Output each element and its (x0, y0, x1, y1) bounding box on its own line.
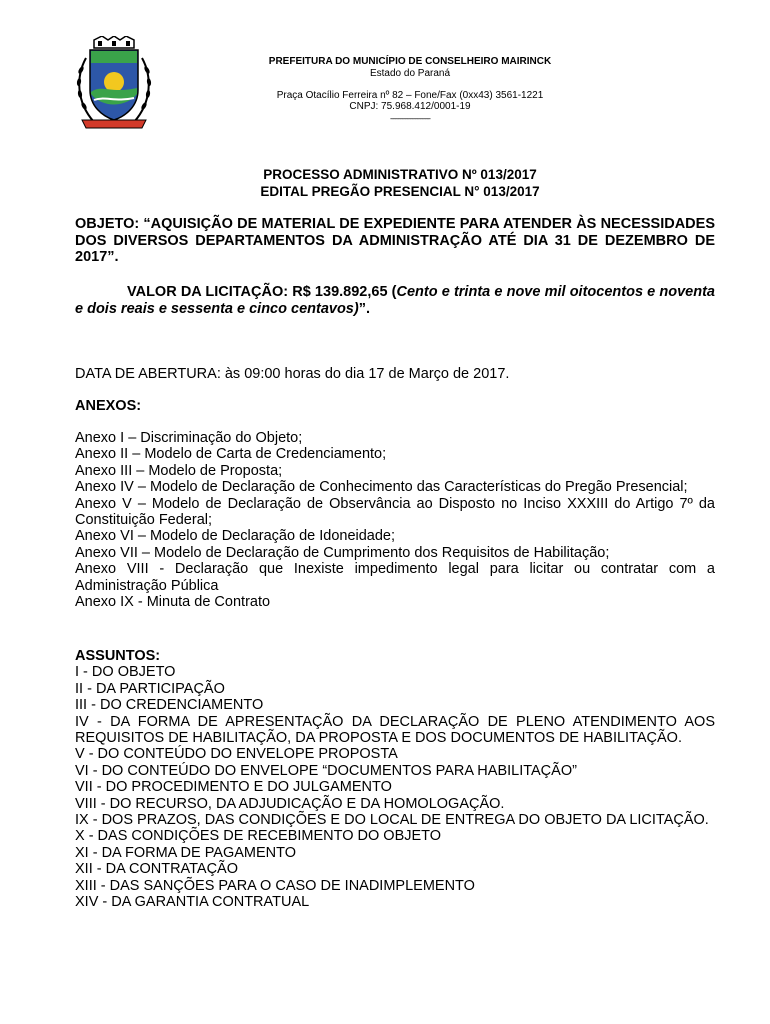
subject-item: V - DO CONTEÚDO DO ENVELOPE PROPOSTA (75, 746, 398, 763)
cnpj-line: CNPJ: 75.968.412/0001-19 (349, 101, 471, 112)
annex-item: Anexo VII – Modelo de Declaração de Cumprimento dos Requisitos de Habilitação; (75, 544, 610, 561)
annexes-title: ANEXOS: (75, 398, 142, 414)
address-line: Praça Otacílio Ferreira nº 82 – Fone/Fax (0xx43) 3561-1221 (276, 90, 544, 101)
subject-item: X - DAS CONDIÇÕES DE RECEBIMENTO DO OBJETO (75, 828, 442, 845)
subjects-title: ASSUNTOS: (75, 648, 161, 664)
subject-item: III - DO CREDENCIAMENTO (75, 697, 264, 714)
edital-number: EDITAL PREGÃO PRESENCIAL N° 013/2017 (260, 184, 540, 199)
subject-item: VI - DO CONTEÚDO DO ENVELOPE “DOCUMENTOS PARA HABILITAÇÃO” (75, 762, 577, 779)
bid-value-in-words: Cento e trinta e nove mil oitocentos e noventa e dois reais e sessenta e cinco centavos) (75, 284, 715, 317)
annex-item: Anexo VI – Modelo de Declaração de Idoneidade; (75, 528, 396, 545)
annex-item: Anexo III – Modelo de Proposta; (75, 462, 283, 479)
annex-item: Anexo V – Modelo de Declaração de Observância ao Disposto no Inciso XXXIII do Artigo 7º da Constituição Federal; (75, 495, 715, 529)
subjects-list (75, 648, 715, 911)
subject-item: VIII - DO RECURSO, DA ADJUDICAÇÃO E DA HOMOLOGAÇÃO. (75, 795, 505, 812)
process-number: PROCESSO ADMINISTRATIVO Nº 013/2017 (263, 167, 537, 182)
header-divider: ------------------------ (390, 114, 430, 123)
bid-value-closing: ”. (358, 300, 370, 317)
state-name: Estado do Paraná (369, 68, 451, 79)
subject-item: XII - DA CONTRATAÇÃO (75, 861, 239, 878)
annex-item: Anexo II – Modelo de Carta de Credenciamento; (75, 446, 387, 463)
municipality-title: PREFEITURA DO MUNICÍPIO DE CONSELHEIRO MAIRINCK (268, 56, 552, 67)
bid-value-label: VALOR DA LICITAÇÃO: R$ 139.892,65 ( (127, 284, 397, 300)
bid-value-paragraph (75, 284, 715, 317)
process-heading (200, 166, 600, 200)
object-statement: OBJETO: “AQUISIÇÃO DE MATERIAL DE EXPEDIENTE PARA ATENDER ÀS NECESSIDADES DOS DIVERSOS DEPARTAMENTOS DA ADMINISTRAÇÃO ATÉ DIA 31 DE DEZEMBRO DE 2017”. (75, 216, 715, 265)
subject-item: XI - DA FORMA DE PAGAMENTO (75, 844, 297, 861)
subject-item: XIII - DAS SANÇÕES PARA O CASO DE INADIMPLEMENTO (75, 877, 475, 894)
opening-date: DATA DE ABERTURA: às 09:00 horas do dia 17 de Março de 2017. (75, 366, 510, 382)
subject-item: XIV - DA GARANTIA CONTRATUAL (75, 894, 310, 911)
subject-item: IV - DA FORMA DE APRESENTAÇÃO DA DECLARAÇÃO DE PLENO ATENDIMENTO AOS REQUISITOS DE HABILITAÇÃO, DA PROPOSTA E DOS DOCUMENTOS DE HABILITAÇÃO. (75, 713, 715, 747)
annex-item: Anexo I – Discriminação do Objeto; (75, 430, 303, 446)
annex-item: Anexo VIII - Declaração que Inexiste impedimento legal para licitar ou contratar com a Administração Pública (75, 561, 715, 594)
annexes-list (75, 430, 715, 610)
subject-item: VII - DO PROCEDIMENTO E DO JULGAMENTO (75, 779, 392, 796)
annex-item: Anexo IV – Modelo de Declaração de Conhecimento das Características do Pregão Presencial; (75, 479, 688, 496)
subject-item: I - DO OBJETO (75, 664, 176, 681)
annex-item: Anexo IX - Minuta de Contrato (75, 594, 271, 611)
subject-item: IX - DOS PRAZOS, DAS CONDIÇÕES E DO LOCAL DE ENTREGA DO OBJETO DA LICITAÇÃO. (75, 812, 709, 829)
subject-item: II - DA PARTICIPAÇÃO (75, 680, 225, 697)
municipal-coat-of-arms (72, 36, 156, 130)
